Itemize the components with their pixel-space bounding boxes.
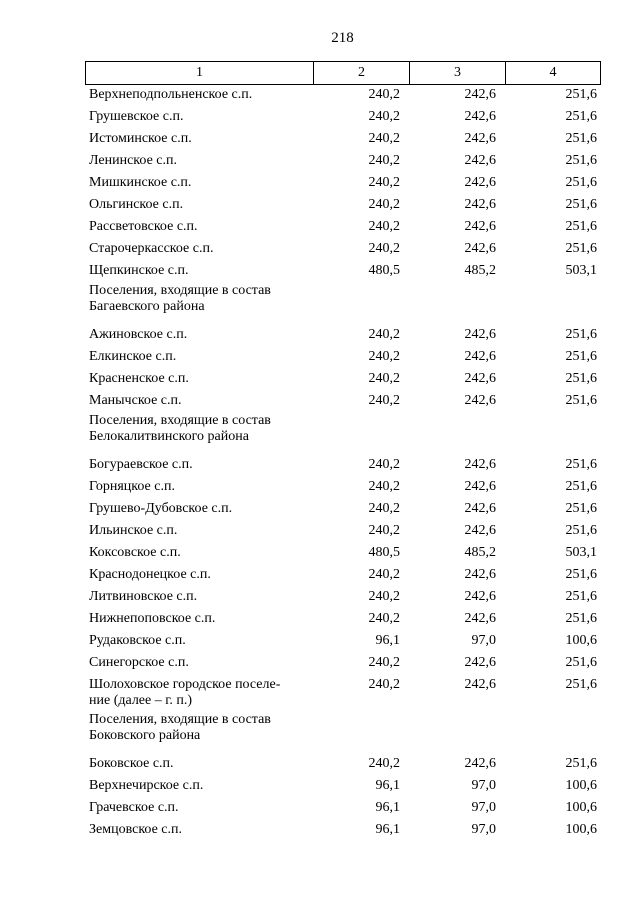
value-column-3: 242,6 — [464, 109, 496, 124]
value-column-2: 240,2 — [368, 756, 400, 771]
settlement-name: Шолоховское городское поселе- ние (далее – г. п.) — [89, 677, 281, 708]
value-column-4: 251,6 — [565, 87, 597, 102]
value-column-2 — [313, 283, 409, 285]
value-column-3 — [409, 712, 505, 714]
value-column-3 — [409, 413, 505, 415]
value-column-3: 242,6 — [464, 175, 496, 190]
table-row — [85, 195, 601, 217]
value-column-3 — [409, 283, 505, 285]
value-column-2: 240,2 — [368, 197, 400, 212]
table-row — [85, 609, 601, 631]
value-column-2 — [313, 712, 409, 714]
table-row — [85, 820, 601, 842]
value-column-2: 240,2 — [368, 655, 400, 670]
settlement-name: Краснодонецкое с.п. — [89, 567, 211, 582]
value-column-4: 251,6 — [565, 677, 597, 692]
table-row — [85, 325, 601, 347]
value-column-4: 251,6 — [565, 241, 597, 256]
value-column-3: 242,6 — [464, 241, 496, 256]
settlement-name: Рудаковское с.п. — [89, 633, 186, 648]
settlement-name: Рассветовское с.п. — [89, 219, 198, 234]
value-column-2: 240,2 — [368, 87, 400, 102]
value-column-2: 240,2 — [368, 393, 400, 408]
column-header-3: 3 — [410, 62, 506, 84]
table-row — [85, 587, 601, 609]
value-column-4: 251,6 — [565, 371, 597, 386]
value-column-3: 242,6 — [464, 677, 496, 692]
value-column-3: 242,6 — [464, 611, 496, 626]
value-column-3: 242,6 — [464, 131, 496, 146]
table-row — [85, 798, 601, 820]
value-column-4: 100,6 — [565, 800, 597, 815]
settlement-name: Нижнепоповское с.п. — [89, 611, 216, 626]
value-column-4: 251,6 — [565, 589, 597, 604]
value-column-3: 242,6 — [464, 87, 496, 102]
table-row — [85, 631, 601, 653]
settlement-name: Коксовское с.п. — [89, 545, 181, 560]
value-column-3: 242,6 — [464, 457, 496, 472]
settlement-name: Ажиновское с.п. — [89, 327, 188, 342]
value-column-4: 251,6 — [565, 393, 597, 408]
value-column-2: 96,1 — [375, 822, 400, 837]
table-header-row — [85, 61, 601, 85]
value-column-4: 251,6 — [565, 109, 597, 124]
value-column-4: 251,6 — [565, 567, 597, 582]
value-column-4: 251,6 — [565, 479, 597, 494]
settlement-name: Истоминское с.п. — [89, 131, 192, 146]
table-row — [85, 239, 601, 261]
table-section-heading — [85, 413, 601, 455]
table-row — [85, 499, 601, 521]
table-row — [85, 521, 601, 543]
value-column-4: 251,6 — [565, 175, 597, 190]
settlement-name: Верхнеподпольненское с.п. — [89, 87, 253, 102]
value-column-4: 251,6 — [565, 349, 597, 364]
table-row — [85, 173, 601, 195]
value-column-2: 240,2 — [368, 131, 400, 146]
value-column-3: 97,0 — [471, 633, 496, 648]
settlement-name: Ленинское с.п. — [89, 153, 177, 168]
settlement-name: Ольгинское с.п. — [89, 197, 184, 212]
value-column-4: 251,6 — [565, 655, 597, 670]
value-column-2: 96,1 — [375, 633, 400, 648]
value-column-3: 242,6 — [464, 219, 496, 234]
value-column-4: 251,6 — [565, 457, 597, 472]
value-column-4: 251,6 — [565, 327, 597, 342]
value-column-4 — [505, 413, 601, 415]
value-column-2: 240,2 — [368, 501, 400, 516]
value-column-2: 96,1 — [375, 778, 400, 793]
value-column-2: 240,2 — [368, 523, 400, 538]
value-column-2: 480,5 — [368, 263, 400, 278]
value-column-2: 240,2 — [368, 677, 400, 692]
settlement-name: Боковское с.п. — [89, 756, 174, 771]
value-column-4: 100,6 — [565, 778, 597, 793]
settlement-name: Верхнечирское с.п. — [89, 778, 204, 793]
value-column-3: 97,0 — [471, 822, 496, 837]
value-column-3: 485,2 — [464, 545, 496, 560]
settlement-name: Мишкинское с.п. — [89, 175, 192, 190]
value-column-3: 242,6 — [464, 349, 496, 364]
table-row — [85, 151, 601, 173]
settlement-name: Манычское с.п. — [89, 393, 182, 408]
section-heading-text: Поселения, входящие в состав Боковского района — [89, 712, 271, 743]
value-column-2 — [313, 413, 409, 415]
value-column-4: 251,6 — [565, 197, 597, 212]
table-section-heading — [85, 712, 601, 754]
value-column-4 — [505, 283, 601, 285]
column-header-4: 4 — [549, 65, 557, 80]
table-row — [85, 217, 601, 239]
value-column-4: 251,6 — [565, 501, 597, 516]
table-row — [85, 369, 601, 391]
value-column-2: 240,2 — [368, 567, 400, 582]
value-column-2: 96,1 — [375, 800, 400, 815]
value-column-4: 251,6 — [565, 131, 597, 146]
column-header-2: 2 — [314, 62, 410, 84]
value-column-2: 240,2 — [368, 589, 400, 604]
value-column-2: 240,2 — [368, 327, 400, 342]
section-heading-text: Поселения, входящие в состав Багаевского района — [89, 283, 271, 314]
table-row — [85, 347, 601, 369]
value-column-4: 251,6 — [565, 611, 597, 626]
value-column-3: 242,6 — [464, 756, 496, 771]
value-column-4 — [505, 712, 601, 714]
table-row — [85, 261, 601, 283]
value-column-3: 242,6 — [464, 393, 496, 408]
value-column-2: 240,2 — [368, 457, 400, 472]
value-column-3: 242,6 — [464, 589, 496, 604]
value-column-3: 97,0 — [471, 778, 496, 793]
settlement-name: Елкинское с.п. — [89, 349, 177, 364]
table-row — [85, 675, 601, 712]
value-column-4: 100,6 — [565, 822, 597, 837]
page-number: 218 — [331, 30, 354, 46]
settlement-name: Красненское с.п. — [89, 371, 189, 386]
value-column-2: 240,2 — [368, 611, 400, 626]
table-row — [85, 565, 601, 587]
value-column-4: 251,6 — [565, 756, 597, 771]
value-column-2: 240,2 — [368, 109, 400, 124]
value-column-3: 242,6 — [464, 327, 496, 342]
settlement-name: Старочеркасское с.п. — [89, 241, 214, 256]
value-column-4: 503,1 — [565, 263, 597, 278]
table-row — [85, 477, 601, 499]
value-column-3: 485,2 — [464, 263, 496, 278]
settlement-name: Ильинское с.п. — [89, 523, 178, 538]
table-row — [85, 653, 601, 675]
settlement-name: Богураевское с.п. — [89, 457, 193, 472]
settlement-name: Грачевское с.п. — [89, 800, 179, 815]
value-column-2: 240,2 — [368, 241, 400, 256]
table-body — [85, 85, 601, 842]
table-row — [85, 391, 601, 413]
table-row — [85, 85, 601, 107]
section-heading-text: Поселения, входящие в состав Белокалитвинского района — [89, 413, 271, 444]
value-column-3: 242,6 — [464, 479, 496, 494]
column-header-1: 1 — [86, 62, 314, 84]
value-column-2: 240,2 — [368, 349, 400, 364]
data-table — [85, 61, 601, 842]
value-column-2: 240,2 — [368, 479, 400, 494]
value-column-2: 240,2 — [368, 219, 400, 234]
value-column-3: 242,6 — [464, 655, 496, 670]
table-section-heading — [85, 283, 601, 325]
settlement-name: Земцовское с.п. — [89, 822, 183, 837]
settlement-name: Синегорское с.п. — [89, 655, 189, 670]
value-column-3: 242,6 — [464, 153, 496, 168]
table-row — [85, 543, 601, 565]
value-column-3: 242,6 — [464, 371, 496, 386]
table-row — [85, 754, 601, 776]
settlement-name: Грушево-Дубовское с.п. — [89, 501, 233, 516]
value-column-2: 240,2 — [368, 153, 400, 168]
value-column-3: 242,6 — [464, 501, 496, 516]
table-row — [85, 455, 601, 477]
value-column-2: 240,2 — [368, 175, 400, 190]
table-row — [85, 776, 601, 798]
settlement-name: Литвиновское с.п. — [89, 589, 198, 604]
value-column-3: 97,0 — [471, 800, 496, 815]
value-column-2: 480,5 — [368, 545, 400, 560]
settlement-name: Горняцкое с.п. — [89, 479, 175, 494]
value-column-4: 251,6 — [565, 153, 597, 168]
value-column-3: 242,6 — [464, 197, 496, 212]
table-row — [85, 129, 601, 151]
settlement-name: Щепкинское с.п. — [89, 263, 189, 278]
value-column-4: 503,1 — [565, 545, 597, 560]
value-column-2: 240,2 — [368, 371, 400, 386]
value-column-4: 251,6 — [565, 523, 597, 538]
settlement-name: Грушевское с.п. — [89, 109, 184, 124]
value-column-4: 100,6 — [565, 633, 597, 648]
value-column-3: 242,6 — [464, 523, 496, 538]
value-column-4: 251,6 — [565, 219, 597, 234]
value-column-3: 242,6 — [464, 567, 496, 582]
table-row — [85, 107, 601, 129]
